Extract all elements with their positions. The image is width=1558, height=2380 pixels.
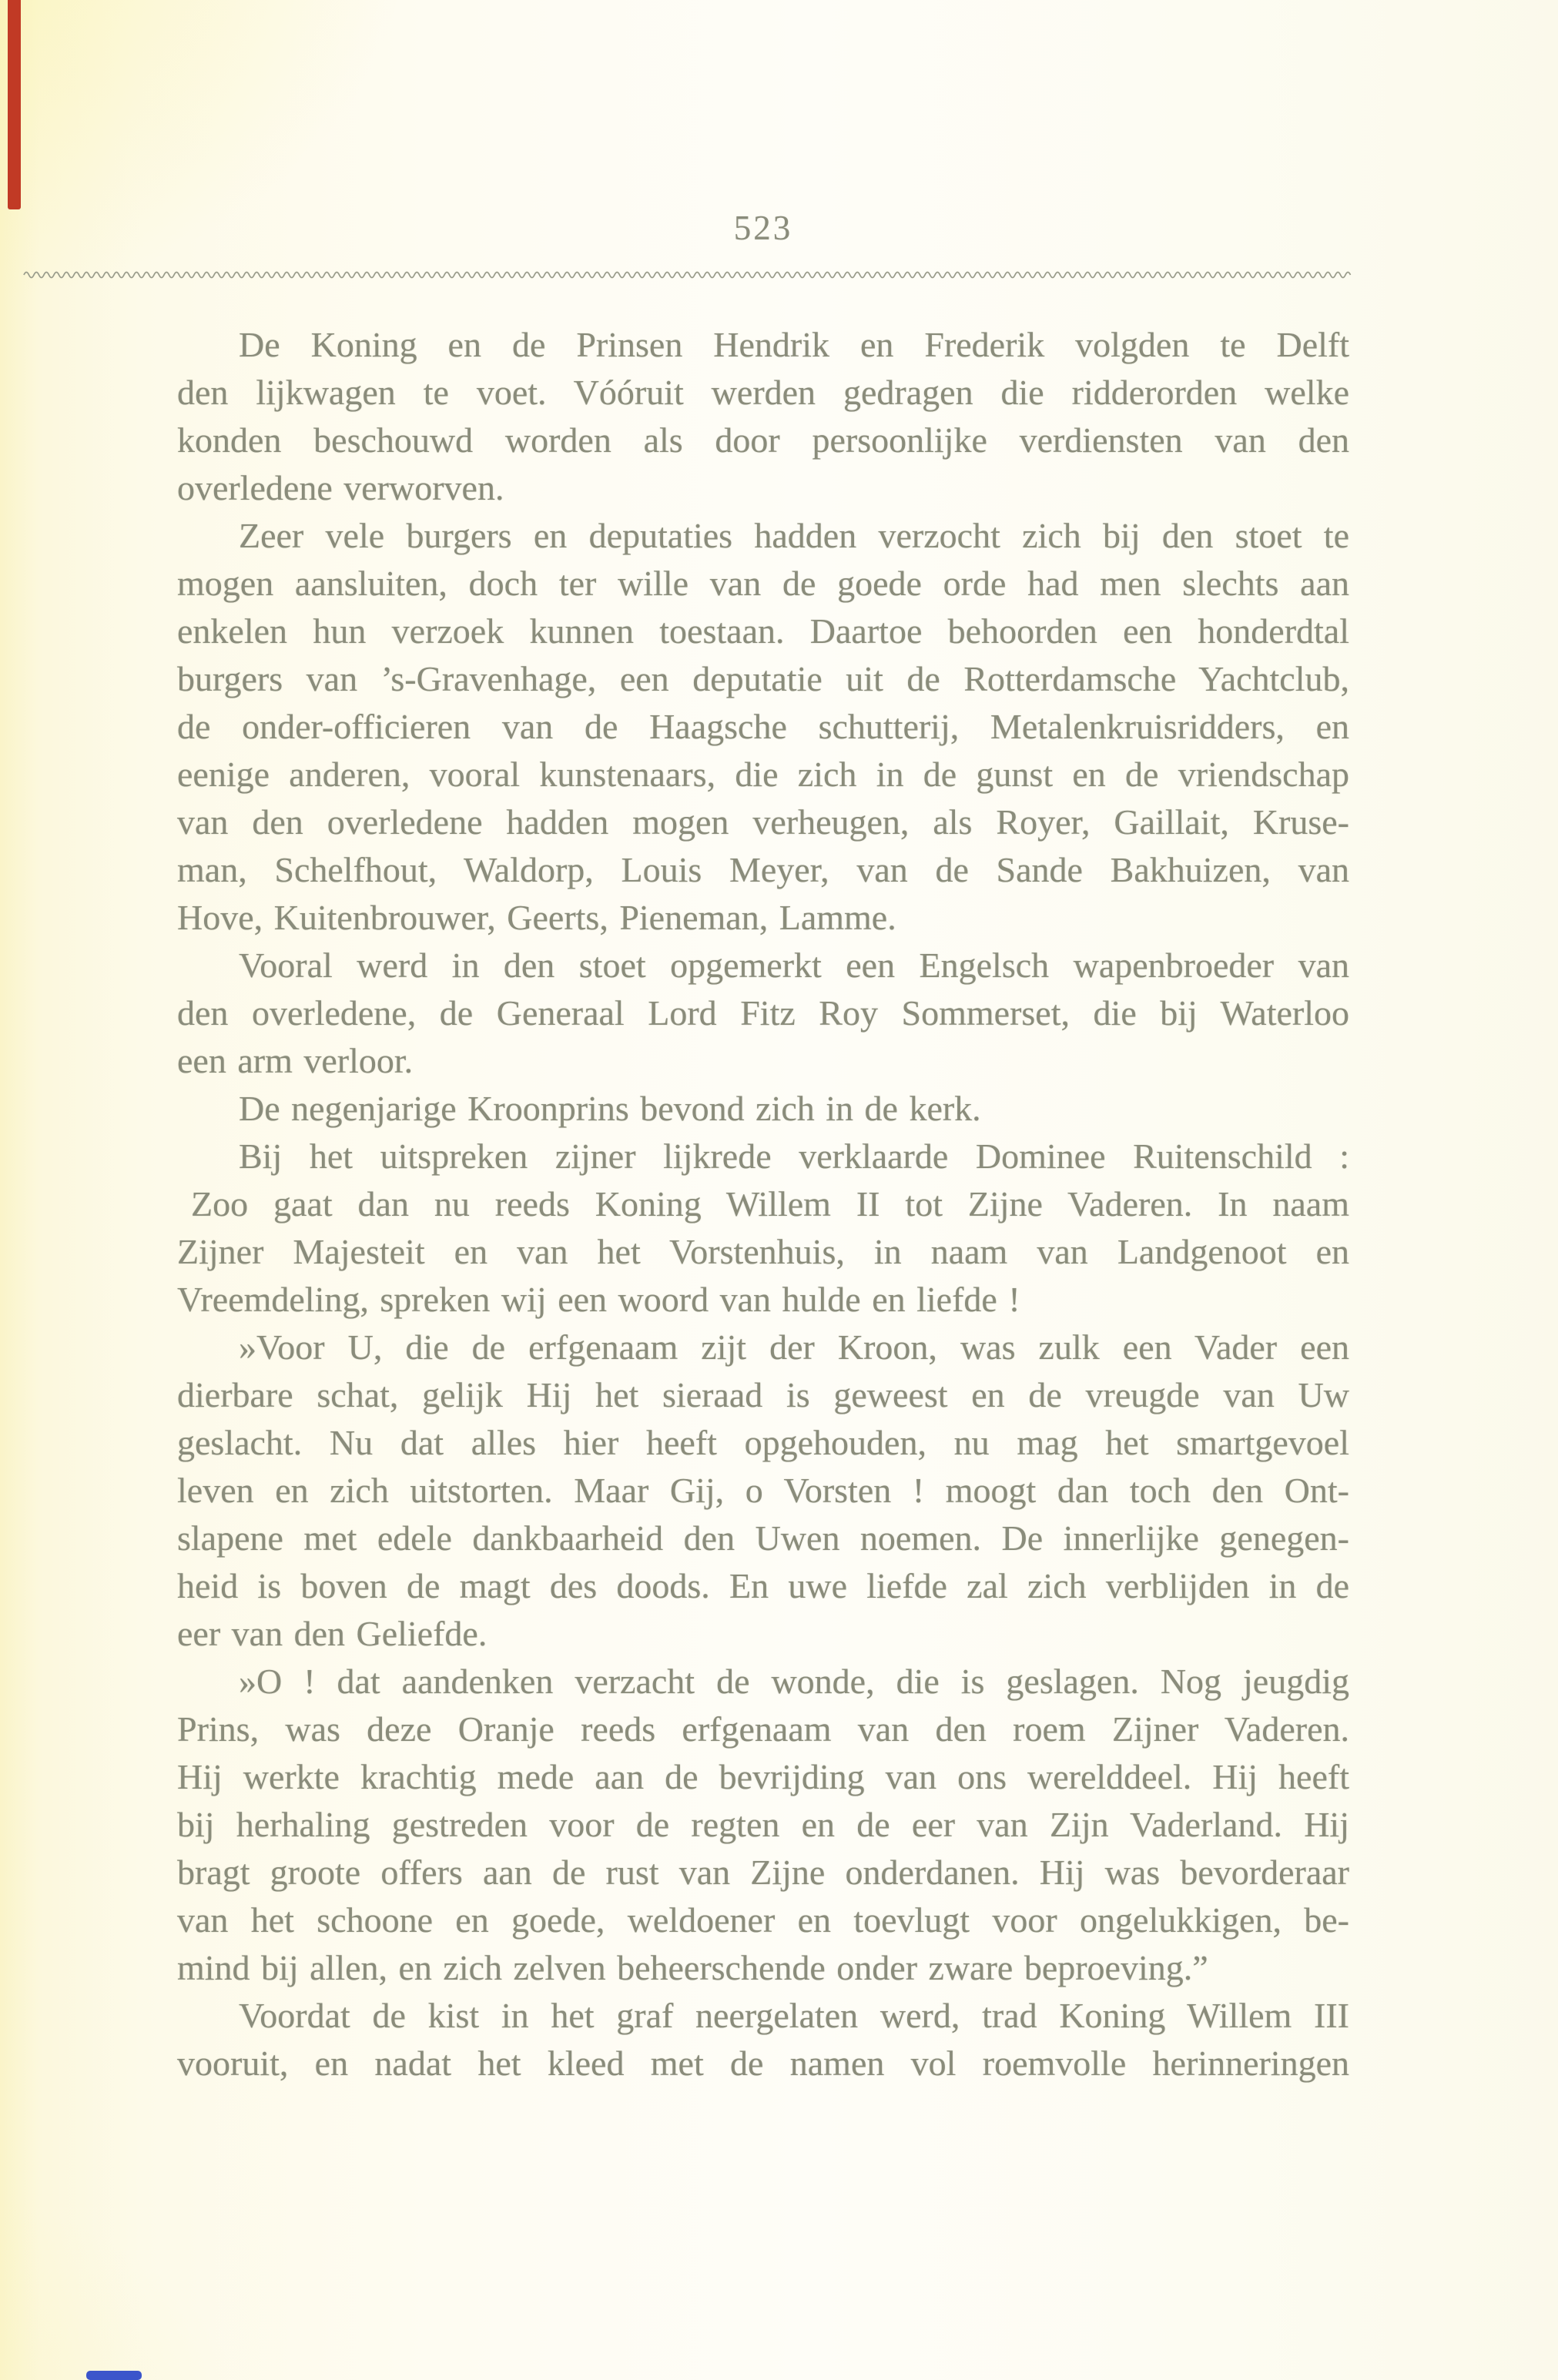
text-block xyxy=(177,321,1349,2087)
text-line: Vreemdeling, spreken wij een woord van hulde en liefde ! xyxy=(177,1280,1020,1319)
text-line: mind bij allen, en zich zelven beheerschende onder zware beproeving.” xyxy=(177,1948,1208,1987)
text-line: eer van den Geliefde. xyxy=(177,1614,488,1653)
text-line: eenige anderen, vooral kunstenaars, die zich in de gunst en de vriendschap xyxy=(177,755,1349,794)
text-line: Zoo gaat dan nu reeds Koning Willem II tot Zijne Vaderen. In naam xyxy=(191,1184,1349,1223)
text-line: van den overledene hadden mogen verheugen, als Royer, Gaillait, Kruse- xyxy=(177,802,1349,842)
text-line: den lijkwagen te voet. Vóóruit werden gedragen die ridderorden welke xyxy=(177,373,1349,412)
text-line: Zeer vele burgers en deputaties hadden verzocht zich bij den stoet te xyxy=(239,516,1349,555)
wavy-divider xyxy=(23,269,1352,280)
text-line: den overledene, de Generaal Lord Fitz Roy Sommerset, die bij Waterloo xyxy=(177,993,1349,1033)
red-edge-scan-mark xyxy=(8,0,21,209)
text-line: mogen aansluiten, doch ter wille van de goede orde had men slechts aan xyxy=(177,564,1349,603)
text-line: burgers van ’s-Gravenhage, een deputatie uit de Rotterdamsche Yachtclub, xyxy=(177,659,1349,698)
text-line: enkelen hun verzoek kunnen toestaan. Daartoe behoorden een honderdtal xyxy=(177,611,1349,651)
text-line: »O ! dat aandenken verzacht de wonde, die is geslagen. Nog jeugdig xyxy=(239,1662,1349,1701)
text-line: overledene verworven. xyxy=(177,468,504,507)
wavy-divider-path xyxy=(24,273,1351,278)
text-line: man, Schelfhout, Waldorp, Louis Meyer, van de Sande Bakhuizen, van xyxy=(177,850,1349,889)
text-line: een arm verloor. xyxy=(177,1041,414,1080)
text-line: De negenjarige Kroonprins bevond zich in de kerk. xyxy=(239,1089,981,1128)
text-line: vooruit, en nadat het kleed met de namen vol roemvolle herinneringen xyxy=(177,2044,1349,2083)
text-line: konden beschouwd worden als door persoonlijke verdiensten van den xyxy=(177,420,1349,460)
text-line: De Koning en de Prinsen Hendrik en Frederik volgden te Delft xyxy=(239,325,1349,364)
text-line: de onder-officieren van de Haagsche schutterij, Metalenkruisridders, en xyxy=(177,707,1349,746)
text-line: van het schoone en goede, weldoener en toevlugt voor ongelukkigen, be- xyxy=(177,1900,1349,1940)
text-line: heid is boven de magt des doods. En uwe liefde zal zich verblijden in de xyxy=(177,1566,1349,1605)
text-line: Bij het uitspreken zijner lijkrede verklaarde Dominee Ruitenschild : xyxy=(239,1136,1349,1176)
text-line: leven en zich uitstorten. Maar Gij, o Vorsten ! moogt dan toch den Ont- xyxy=(177,1471,1349,1510)
text-line: Vooral werd in den stoet opgemerkt een Engelsch wapenbroeder van xyxy=(239,946,1349,985)
text-line: dierbare schat, gelijk Hij het sieraad is geweest en de vreugde van Uw xyxy=(177,1375,1349,1414)
text-line: bragt groote offers aan de rust van Zijne onderdanen. Hij was bevorderaar xyxy=(177,1853,1349,1892)
text-line: Hove, Kuitenbrouwer, Geerts, Pieneman, Lamme. xyxy=(177,898,896,937)
text-line: »Voor U, die de erfgenaam zijt der Kroon, was zulk een Vader een xyxy=(239,1327,1349,1367)
text-line: Prins, was deze Oranje reeds erfgenaam van den roem Zijner Vaderen. xyxy=(177,1709,1349,1749)
text-line: bij herhaling gestreden voor de regten en de eer van Zijn Vaderland. Hij xyxy=(177,1805,1349,1844)
text-line: Zijner Majesteit en van het Vorstenhuis, in naam van Landgenoot en xyxy=(177,1232,1349,1271)
text-line: slapene met edele dankbaarheid den Uwen noemen. De innerlijke genegen- xyxy=(177,1518,1349,1558)
text-line: geslacht. Nu dat alles hier heeft opgehouden, nu mag het smartgevoel xyxy=(177,1423,1349,1462)
text-line: Voordat de kist in het graf neergelaten werd, trad Koning Willem III xyxy=(239,1996,1349,2035)
text-line: Hij werkte krachtig mede aan de bevrijding van ons werelddeel. Hij heeft xyxy=(177,1757,1349,1796)
page-number: 523 xyxy=(733,209,793,247)
blue-edge-scan-mark xyxy=(86,2371,142,2380)
